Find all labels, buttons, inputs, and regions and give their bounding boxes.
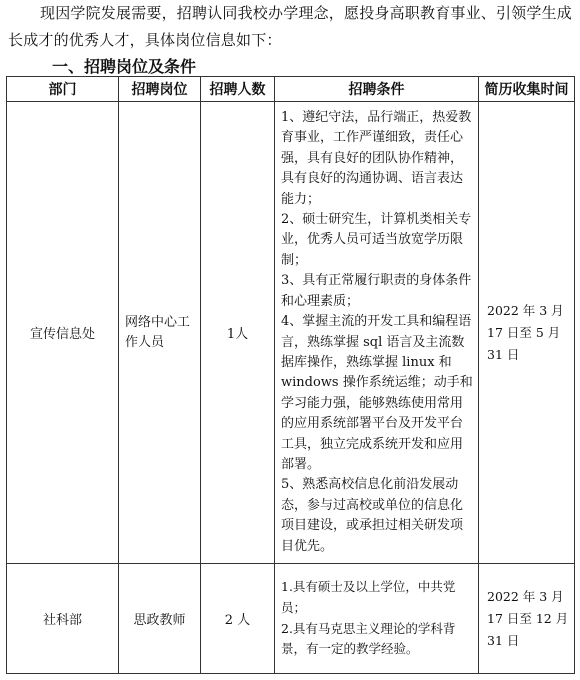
condition-item: 3、具有正常履行职责的身体条件和心理素质； [281,273,472,309]
table-row [7,102,575,564]
dept-cell: 宣传信息处 [7,102,119,564]
condition-item: 1.具有硕士及以上学位，中共党员； [281,578,456,615]
time-cell: 2022 年 3 月 17 日至 12 月 31 日 [479,564,575,674]
table-header-row [7,77,575,102]
dept-cell: 社科部 [7,564,119,674]
table-row [7,564,575,674]
header-dept: 部门 [7,77,119,102]
header-time: 简历收集时间 [479,77,575,102]
intro-paragraph: 现因学院发展需要，招聘认同我校办学理念，愿投身高职教育事业、引领学生成长成才的优秀人才，具体岗位信息如下： [8,4,573,49]
time-cell: 2022 年 3 月 17 日至 5 月 31 日 [479,102,575,564]
conditions-cell [275,564,479,674]
count-cell: 1人 [201,102,275,564]
condition-item: 5、熟悉高校信息化前沿发展动态，参与过高校或单位的信息化项目建设，或承担过相关研发项目优先。 [281,477,464,554]
recruitment-table [6,76,575,674]
conditions-cell [275,102,479,564]
condition-item: 2.具有马克思主义理论的学科背景，有一定的教学经验。 [281,620,456,657]
condition-item: 1、遵纪守法，品行端正，热爱教育事业，工作严谨细致，责任心强，具有良好的团队协作精神，具有良好的沟通协调、语言表达能力； [281,110,472,207]
condition-item: 4、掌握主流的开发工具和编程语言，熟练掌握 sql 语言及主流数据库操作，熟练掌握 linux 和 windows 操作系统运维；动手和学习能力强，能够熟练使用常用的应用系统部署平台及开发平台工具，独立完成系统开发和应用部署。 [281,314,473,472]
post-cell: 思政教师 [119,564,201,674]
section-heading: 一、招聘岗位及条件 [52,57,197,76]
count-cell: 2 人 [201,564,275,674]
condition-item: 2、硕士研究生，计算机类相关专业，优秀人员可适当放宽学历限制； [281,212,472,268]
header-post: 招聘岗位 [119,77,201,102]
post-cell: 网络中心工作人员 [119,102,201,564]
header-count: 招聘人数 [201,77,275,102]
header-conditions: 招聘条件 [275,77,479,102]
